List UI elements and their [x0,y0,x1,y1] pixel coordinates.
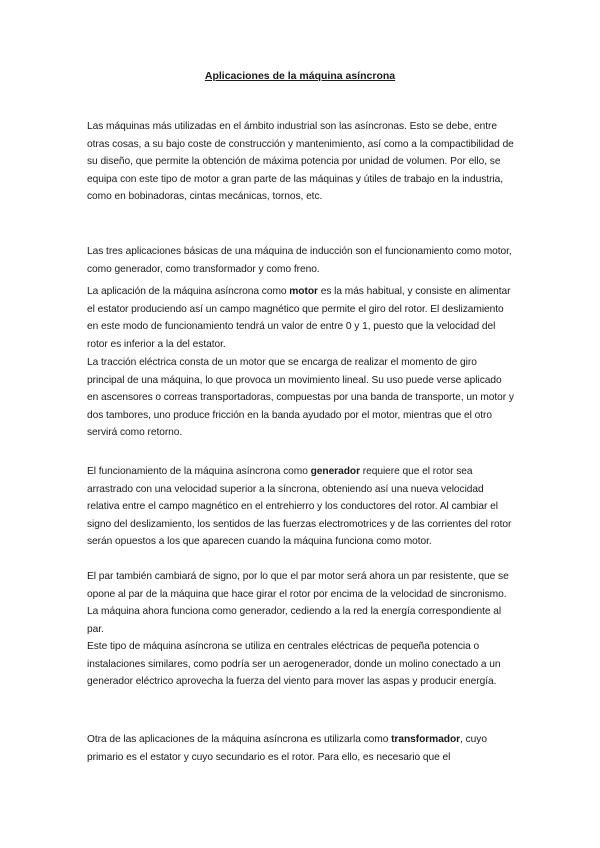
paragraph-text: La aplicación de la máquina asíncrona como [87,286,290,297]
paragraph-text: El funcionamiento de la máquina asíncrona como [87,466,311,477]
paragraph-generator [87,463,515,551]
paragraph-bold-term: generador [310,466,360,477]
paragraph-text: , cuyo primario es el estator y cuyo secundario es el rotor. Para ello, es necesario que el [87,734,487,763]
paragraph-transformer [87,731,515,766]
paragraph-bold-term: transformador [391,734,461,745]
paragraph-text: Otra de las aplicaciones de la máquina asíncrona es utilizarla como [87,734,392,745]
paragraph-text: Este tipo de máquina asíncrona se utiliza en centrales eléctricas de pequeña potencia o instalaciones similares, como podría ser un aerogenerador, donde un molino conectado a un generador eléctrico aprovecha la fuerza del viento para mover las aspas y producir energía. [87,641,501,688]
paragraph-text: requiere que el rotor sea arrastrado con una velocidad superior a la síncrona, obteniendo así una nueva velocidad relativa entre el campo magnético en el entrehierro y los conductores del rotor. Al cambiar el signo del deslizamiento, los sentidos de las fuerzas electromotrices y de las corrientes del rotor serán opuestos a los que aparecen cuando la máquina funciona como motor. [87,466,512,548]
paragraph-text: es la más habitual, y consiste en alimentar el estator produciendo así un campo magnético que permite el giro del rotor. El deslizamiento en este modo de funcionamiento tendrá un valor de entre 0 y 1, puesto que la velocidad del rotor es inferior a la del estator. [87,286,511,350]
paragraph-bold-term: motor [289,286,318,297]
paragraph-traction [87,354,515,442]
paragraph-torque [87,568,515,638]
paragraph-motor [87,283,515,353]
paragraph-text: Las máquinas más utilizadas en el ámbito industrial son las asíncronas. Esto se debe, entre otras cosas, a su bajo coste de construcción y mantenimiento, así como a la compactibilidad de su diseño, que permite la obtención de máxima potencia por unidad de volumen. Por ello, se equipa con este tipo de motor a gran parte de las máquinas y útiles de trabajo en la industria, como en bobinadoras, cintas mecánicas, tornos, etc. [87,121,514,203]
paragraph-intro [87,118,515,206]
paragraph-basic-applications [87,243,515,278]
document-title: Aplicaciones de la máquina asíncrona [204,70,396,82]
paragraph-text: El par también cambiará de signo, por lo que el par motor será ahora un par resistente, que se opone al par de la máquina que hace girar el rotor por encima de la velocidad de sincronismo. La máquina ahora funciona como generador, cediendo a la red la energía correspondiente al par. [87,571,509,635]
paragraph-text: La tracción eléctrica consta de un motor que se encarga de realizar el momento de giro principal de una máquina, lo que provoca un movimiento lineal. Su uso puede verse aplicado en ascensores o correas transportadoras, compuestas por una banda de transporte, un motor y dos tambores, uno produce fricción en la banda ayudado por el motor, mientras que el otro servirá como retorno. [87,357,514,439]
paragraph-text: Las tres aplicaciones básicas de una máquina de inducción son el funcionamiento como motor, como generador, como transformador y como freno. [87,246,512,275]
paragraph-power-plants [87,638,515,691]
